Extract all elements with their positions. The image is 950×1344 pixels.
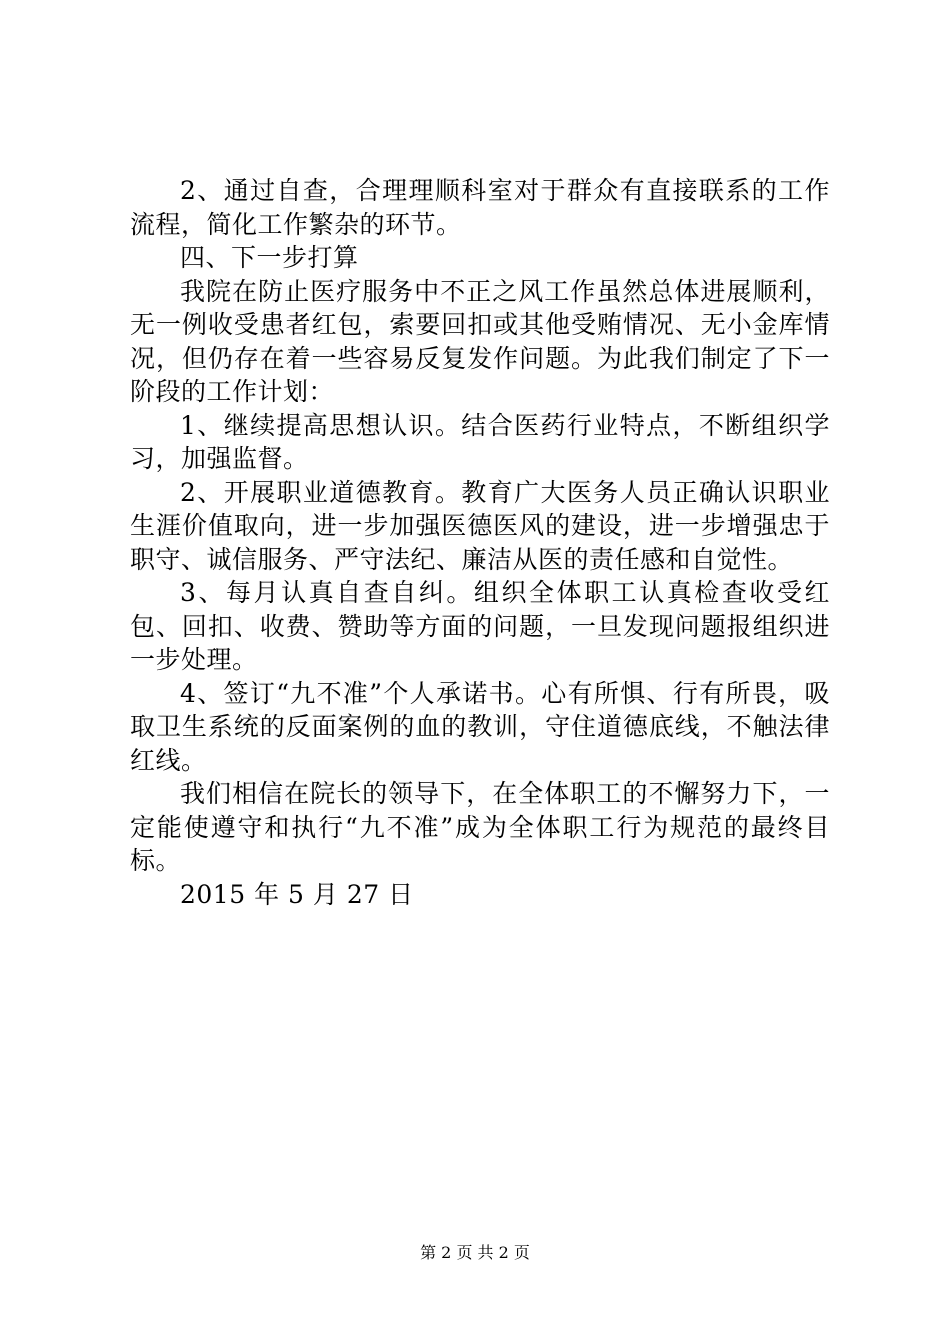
paragraph-plan-item-4: 4、签订“九不准”个人承诺书。心有所惧、行有所畏，吸取卫生系统的反面案例的血的教训，守住道德底线，不触法律红线。 — [130, 678, 830, 775]
paragraph-conclusion: 我们相信在院长的领导下，在全体职工的不懈努力下，一定能使遵守和执行“九不准”成为全体职工行为规范的最终目标。 — [130, 779, 830, 875]
paragraph-plan-item-1: 1、继续提高思想认识。结合医药行业特点，不断组织学习，加强监督。 — [130, 410, 830, 473]
page-footer: 第 2 页 共 2 页 — [420, 1243, 530, 1262]
paragraph-self-check-item-2: 2、通过自查，合理理顺科室对于群众有直接联系的工作流程，简化工作繁杂的环节。 — [130, 176, 830, 239]
paragraph-plan-item-3: 3、每月认真自查自纠。组织全体职工认真检查收受红包、回扣、收费、赞助等方面的问题，一旦发现问题报组织进一步处理。 — [130, 578, 830, 674]
document-date: 2015 年 5 月 27 日 — [180, 879, 414, 909]
section-heading-next-steps: 四、下一步打算 — [180, 243, 359, 272]
paragraph-plan-item-2: 2、开展职业道德教育。教育广大医务人员正确认识职业生涯价值取向，进一步加强医德医风的建设，进一步增强忠于职守、诚信服务、严守法纪、廉洁从医的责任感和自觉性。 — [130, 477, 830, 574]
document-body — [130, 174, 830, 911]
paragraph-overview: 我院在防止医疗服务中不正之风工作虽然总体进展顺利，无一例收受患者红包，索要回扣或其他受贿情况、无小金库情况，但仍存在着一些容易反复发作问题。为此我们制定了下一阶段的工作计划： — [130, 276, 830, 406]
